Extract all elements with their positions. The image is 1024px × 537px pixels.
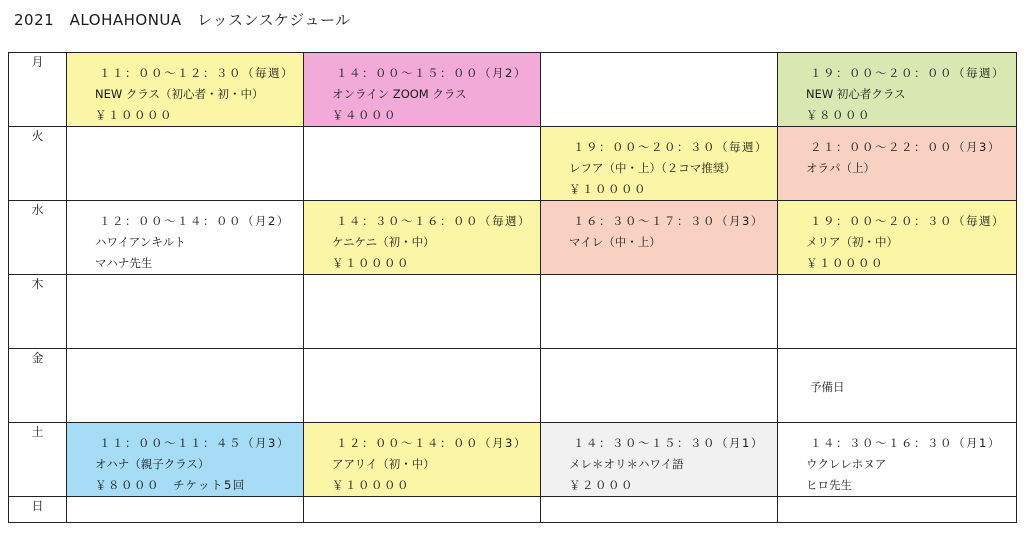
lesson-cell [304, 423, 541, 497]
day-label: 金 [9, 349, 67, 423]
empty-cell [67, 275, 304, 349]
empty-cell [778, 497, 1017, 523]
lesson-time: １９：００〜２０：００（毎週） [810, 66, 1005, 80]
lesson-cell [541, 127, 778, 201]
lesson-price: ￥２０００ [569, 478, 634, 492]
empty-cell [304, 349, 541, 423]
lesson-price: ￥８０００ [806, 108, 871, 122]
row-monday [9, 53, 1017, 127]
lesson-name: ハワイアンキルト [95, 235, 186, 249]
lesson-name: メリア（初・中） [806, 235, 898, 249]
lesson-name: アアリイ（初・中） [332, 457, 435, 471]
empty-cell [304, 275, 541, 349]
lesson-cell [541, 423, 778, 497]
lesson-cell [541, 201, 778, 275]
lesson-time: １９：００〜２０：３０（毎週） [573, 140, 768, 154]
lesson-time: １４：３０〜１６：３０（月1） [810, 436, 1001, 450]
lesson-time: ２１：００〜２２：００（月3） [810, 140, 1001, 154]
lesson-price: ￥１００００ [95, 108, 173, 122]
day-label: 火 [9, 127, 67, 201]
empty-cell [67, 497, 304, 523]
lesson-cell [778, 53, 1017, 127]
lesson-cell [304, 53, 541, 127]
lesson-name: NEW 初心者クラス [806, 87, 906, 101]
empty-cell [67, 127, 304, 201]
empty-cell [304, 127, 541, 201]
lesson-name: メレ＊オリ＊ハワイ語 [569, 457, 684, 471]
lesson-time: １９：００〜２０：３０（毎週） [810, 214, 1005, 228]
lesson-cell [67, 201, 304, 275]
lesson-name: ケニケニ（初・中） [332, 235, 435, 249]
empty-cell [778, 275, 1017, 349]
lesson-name: ウクレレホヌア [806, 457, 887, 471]
row-friday [9, 349, 1017, 423]
row-wednesday [9, 201, 1017, 275]
lesson-cell [778, 423, 1017, 497]
empty-cell [541, 53, 778, 127]
lesson-time: １６：３０〜１７：３０（月3） [573, 214, 764, 228]
lesson-time: １２：００〜１４：００（月3） [336, 436, 527, 450]
lesson-name: オンライン ZOOM クラス [332, 87, 467, 101]
empty-cell [67, 349, 304, 423]
empty-cell [541, 275, 778, 349]
lesson-teacher: マハナ先生 [95, 256, 153, 270]
lesson-time: １１：００〜１１：４５（月3） [99, 436, 290, 450]
lesson-time: １２：００〜１４：００（月2） [99, 214, 290, 228]
schedule-table [8, 52, 1017, 523]
lesson-cell [67, 423, 304, 497]
lesson-price: ￥８０００ チケット5回 [95, 478, 246, 492]
lesson-price: ￥１００００ [332, 478, 410, 492]
day-label: 木 [9, 275, 67, 349]
lesson-price: ￥４０００ [332, 108, 397, 122]
lesson-time: １４：００〜１５：００（月2） [336, 66, 527, 80]
empty-cell [304, 497, 541, 523]
lesson-teacher: ヒロ先生 [806, 478, 852, 492]
lesson-cell [778, 349, 1017, 423]
lesson-name: NEW クラス（初心者・初・中） [95, 87, 264, 101]
lesson-cell [778, 127, 1017, 201]
page-title: 2021 ALOHAHONUA レッスンスケジュール [14, 11, 351, 29]
row-thursday [9, 275, 1017, 349]
lesson-price: ￥１００００ [332, 256, 410, 270]
day-label: 日 [9, 497, 67, 523]
lesson-cell [304, 201, 541, 275]
day-label: 水 [9, 201, 67, 275]
day-label: 月 [9, 53, 67, 127]
lesson-time: １４：３０〜１５：３０（月1） [573, 436, 764, 450]
lesson-name: オハナ（親子クラス） [95, 457, 210, 471]
lesson-name: マイレ（中・上） [569, 235, 661, 249]
lesson-time: １４：３０〜１６：００（毎週） [336, 214, 531, 228]
lesson-cell [778, 201, 1017, 275]
lesson-name: レフア（中・上）（２コマ推奨） [569, 161, 736, 175]
lesson-cell [67, 53, 304, 127]
day-label: 土 [9, 423, 67, 497]
row-tuesday [9, 127, 1017, 201]
empty-cell [541, 497, 778, 523]
empty-cell [541, 349, 778, 423]
row-saturday [9, 423, 1017, 497]
lesson-time: １１：００〜１２：３０（毎週） [99, 66, 294, 80]
reserve-day-label: 予備日 [810, 380, 845, 394]
row-sunday [9, 497, 1017, 523]
lesson-price: ￥１００００ [569, 182, 647, 196]
lesson-price: ￥１００００ [806, 256, 884, 270]
lesson-name: オラパ（上） [806, 161, 875, 175]
